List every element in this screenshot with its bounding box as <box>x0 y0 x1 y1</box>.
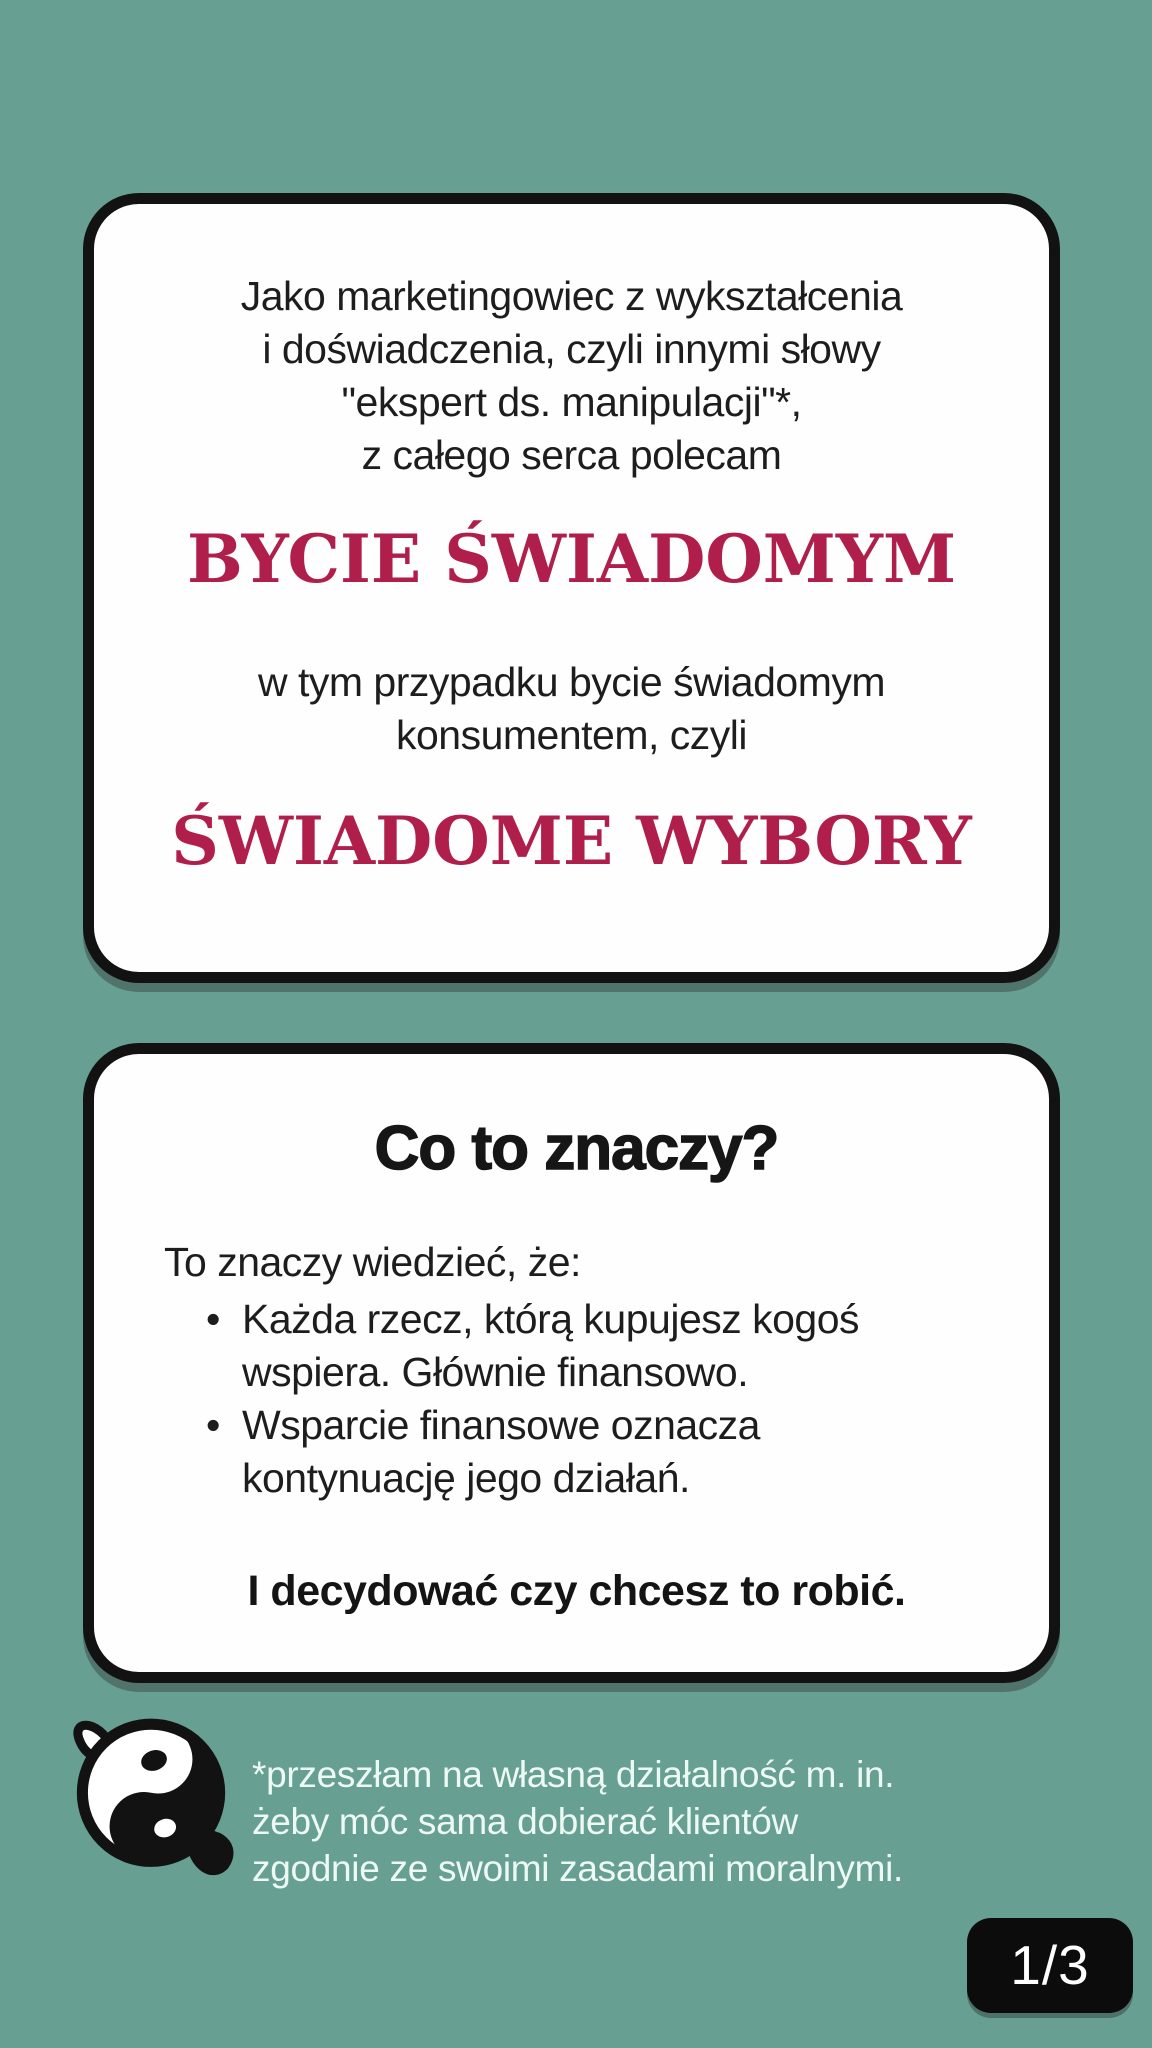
page-indicator-text: 1/3 <box>1010 1934 1090 1996</box>
headline-bycie-swiadomym: BYCIE ŚWIADOMYM <box>186 520 957 598</box>
bullet-item-2: • Wsparcie finansowe oznacza kontynuację jego działań. <box>204 1399 942 1505</box>
footnote <box>252 1751 903 1892</box>
page-indicator-badge <box>967 1918 1133 2013</box>
clarification-line-1: w tym przypadku bycie świadomym <box>257 659 886 705</box>
explanation-lead: To znaczy wiedzieć, że: <box>164 1239 581 1285</box>
bullet-item-1: • Każda rzecz, którą kupujesz kogoś wspiera. Głównie finansowo. <box>204 1293 942 1399</box>
explanation-title: Co to znaczy? <box>374 1114 779 1183</box>
intro-line-2: i doświadczenia, czyli innymi słowy <box>262 326 881 372</box>
intro-line-4: z całego serca polecam <box>361 432 782 478</box>
footnote-line-1: *przeszłam na własną działalność m. in. <box>252 1754 895 1795</box>
clarification-paragraph <box>132 656 1011 762</box>
intro-paragraph <box>132 270 1011 482</box>
explanation-card <box>83 1043 1060 1683</box>
footnote-line-3: zgodnie ze swoimi zasadami moralnymi. <box>252 1848 904 1889</box>
explanation-conclusion: I decydować czy chcesz to robić. <box>247 1567 906 1615</box>
intro-line-3: "ekspert ds. manipulacji"*, <box>341 379 802 425</box>
clarification-line-2: konsumentem, czyli <box>395 712 747 758</box>
explanation-bullet-list <box>164 1293 989 1505</box>
headline-swiadome-wybory: ŚWIADOME WYBORY <box>171 802 972 880</box>
rabbit-yinyang-icon <box>40 1708 262 1930</box>
footnote-line-2: żeby móc sama dobierać klientów <box>252 1801 798 1842</box>
intro-card <box>83 193 1060 983</box>
intro-line-1: Jako marketingowiec z wykształcenia <box>240 273 903 319</box>
